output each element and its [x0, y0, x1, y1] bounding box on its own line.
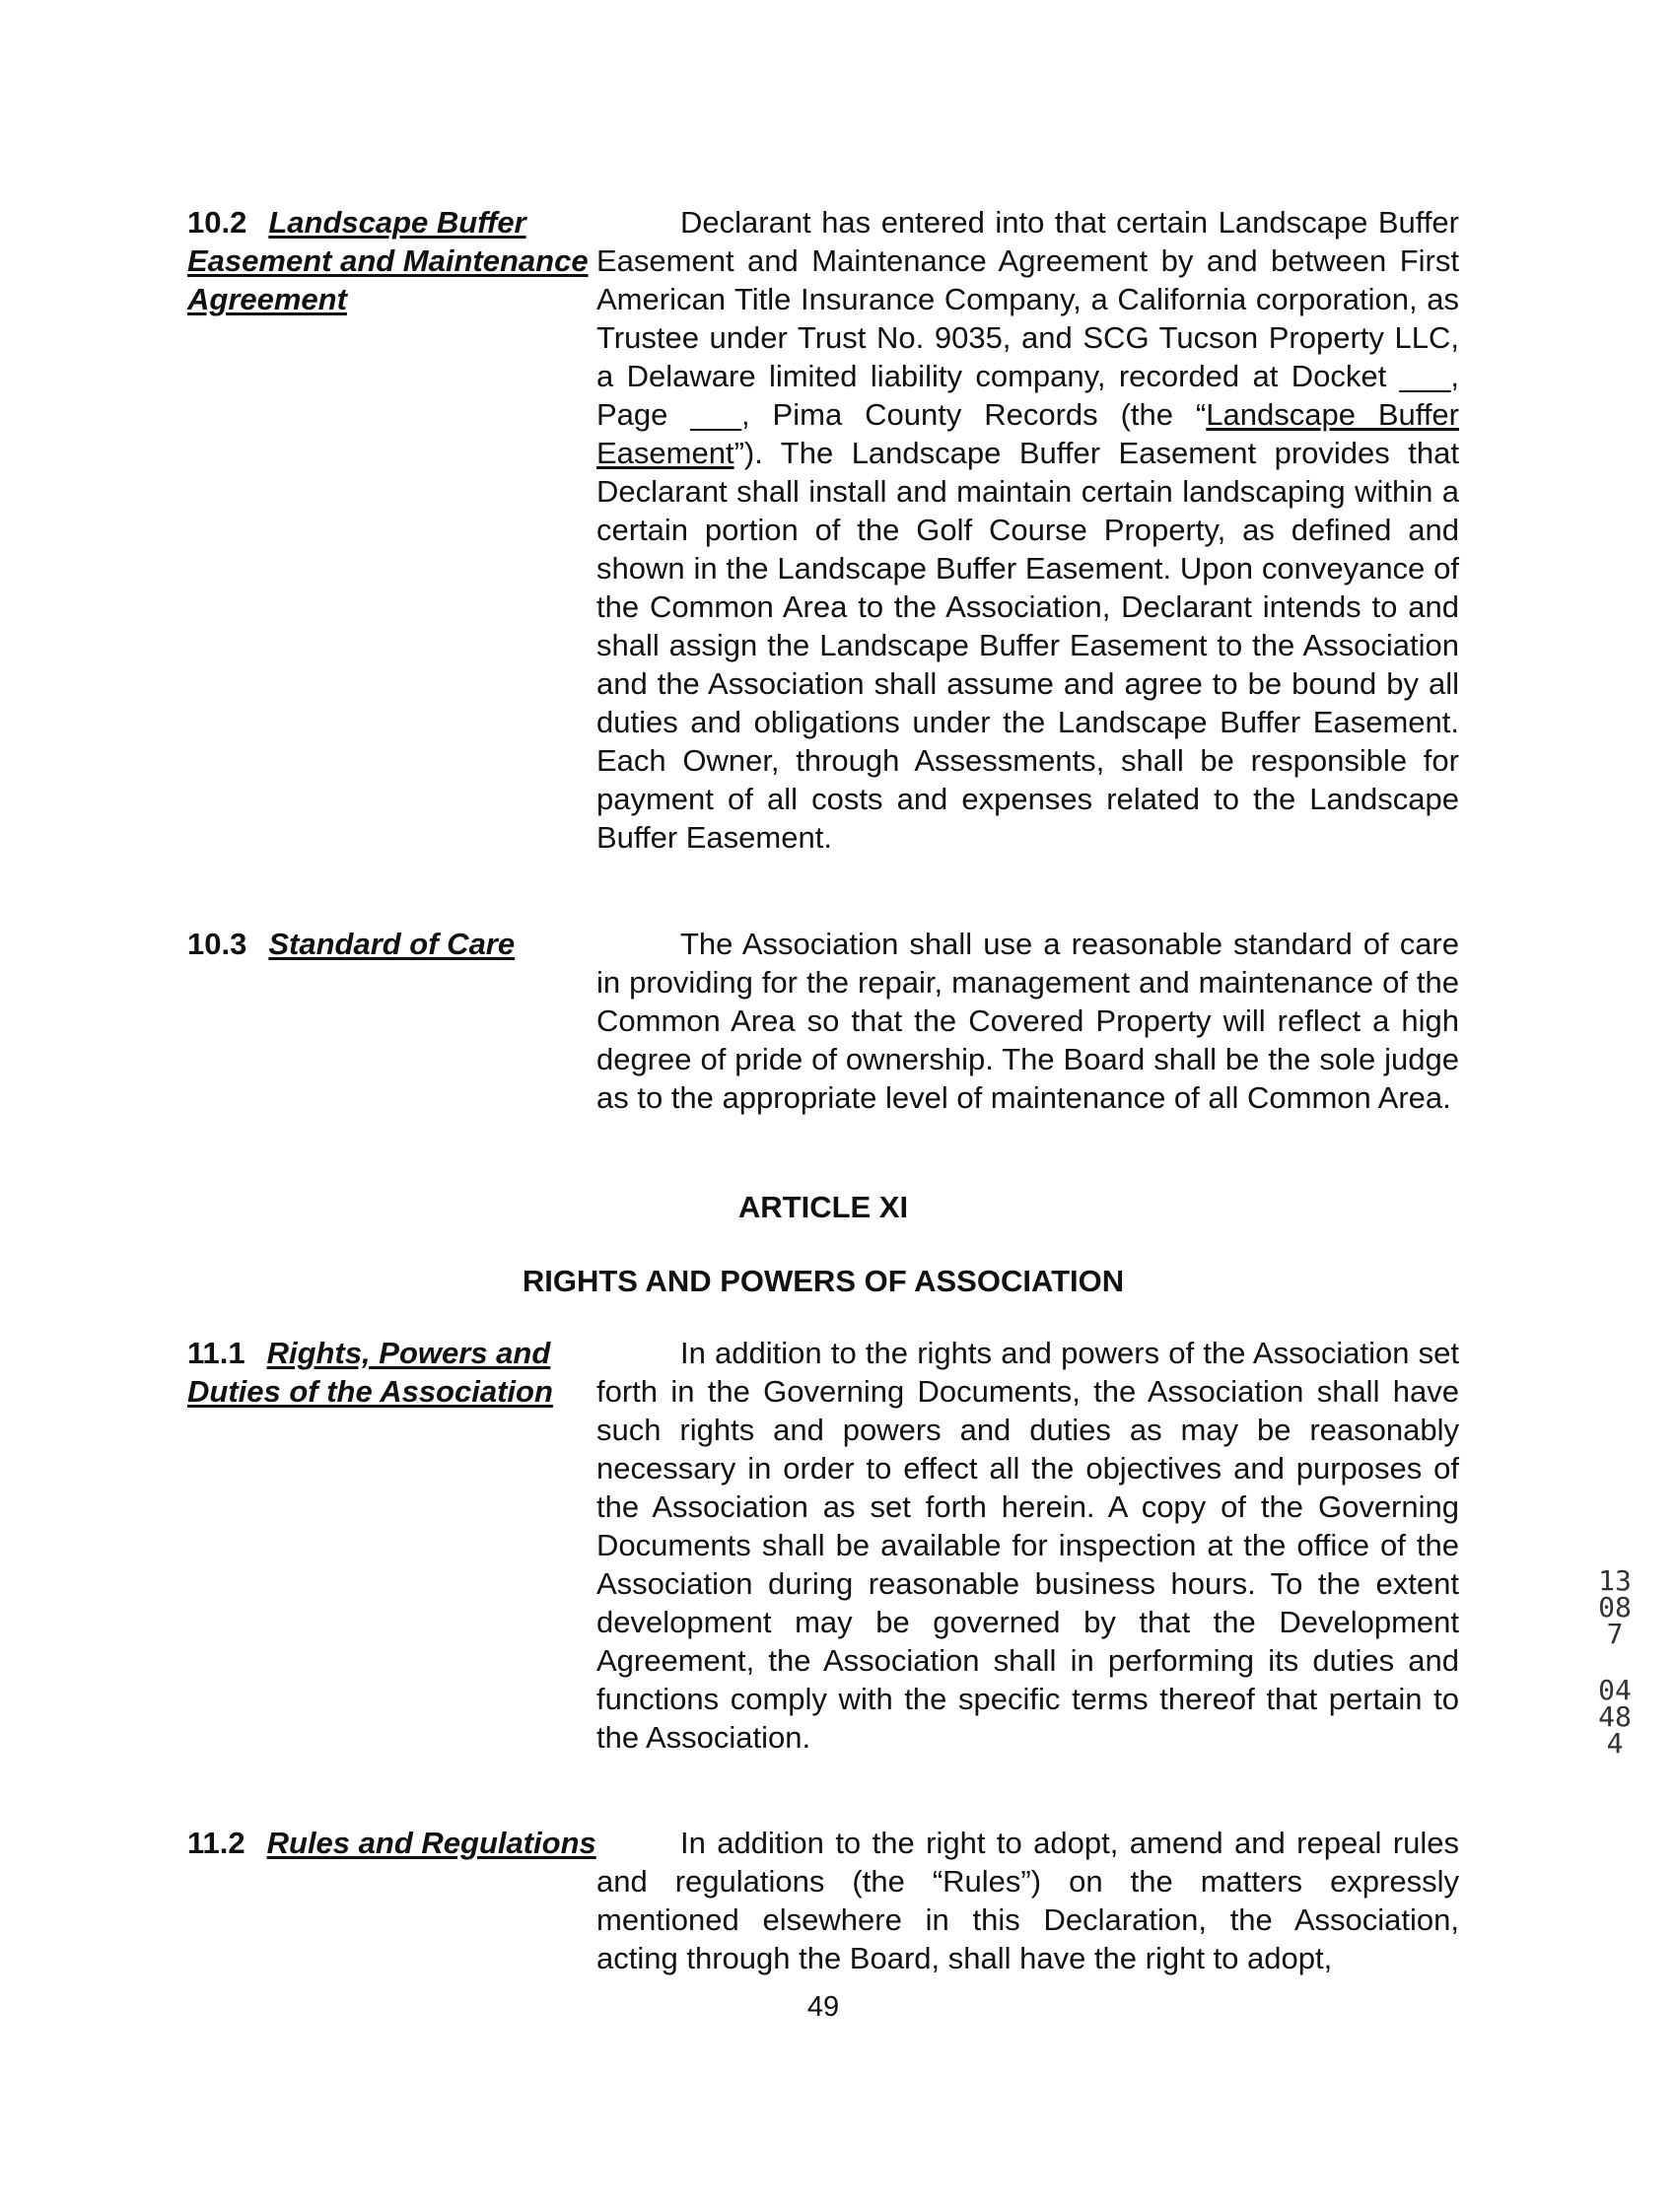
body-text: Declarant has entered into that certain Landscape Buffer Easement and Maintenance Agreement by and between First American Title Insurance Company, a California corporation, as Trustee under Trust No. 9035, and SCG Tucson Property LLC, a Delaware limited liability company, recorded at Docket ___, Page ___, Pima County Records (the “ — [596, 205, 1459, 432]
section-body — [596, 203, 1459, 857]
page-number: 49 — [806, 1991, 840, 2023]
article-title: RIGHTS AND POWERS OF ASSOCIATION — [522, 1264, 1125, 1298]
section-heading — [187, 1824, 596, 1862]
section-title: Rights, Powers and Duties of the Association — [187, 1336, 553, 1409]
section-number: 11.1 — [187, 1336, 245, 1370]
body-text: ”). The Landscape Buffer Easement provides that Declarant shall install and maintain certain landscaping within a certain portion of the Golf Course Property, as defined and shown in the Landscape Buffer Easement. Upon conveyance of the Common Area to the Association, Declarant intends to and shall assign the Landscape Buffer Easement to the Association and the Association shall assume and agree to be bound by all duties and obligations under the Landscape Buffer Easement. Each Owner, through Assessments, shall be responsible for payment of all costs and expenses related to the Landscape Buffer Easement. — [596, 436, 1459, 855]
section-title: Landscape Buffer Easement and Maintenance Agreement — [187, 205, 589, 316]
stamp-gap — [1597, 1647, 1633, 1677]
section-body: The Association shall use a reasonable standard of care in providing for the repair, management and maintenance of the Common Area so that the Covered Property will reflect a high degree of pride of ownership. The Board shall be the sole judge as to the appropriate level of maintenance of all Common Area. — [596, 927, 1459, 1115]
section-number: 11.2 — [187, 1826, 245, 1860]
article-label: ARTICLE XI — [737, 1190, 909, 1224]
section-10-2 — [187, 203, 1459, 857]
section-10-3 — [187, 925, 1459, 1117]
section-11-2 — [187, 1824, 1459, 1977]
recording-stamp — [1597, 1564, 1633, 1760]
section-11-1 — [187, 1334, 1459, 1757]
stamp-part-1: 13087 — [1598, 1564, 1632, 1650]
defined-term: Landscape Buffer Easement — [596, 397, 1459, 470]
stamp-part-2: 04484 — [1598, 1674, 1632, 1760]
section-number: 10.2 — [187, 205, 247, 240]
section-heading — [187, 203, 596, 318]
section-heading — [187, 925, 596, 963]
section-body: In addition to the right to adopt, amend and repeal rules and regulations (the “Rules”) on the matters expressly mentioned elsewhere in this Declaration, the Association, acting through the Board, shall have the right to adopt, — [596, 1826, 1459, 1975]
section-heading — [187, 1334, 596, 1411]
section-number: 10.3 — [187, 927, 247, 961]
section-title: Rules and Regulations — [266, 1826, 596, 1860]
section-title: Standard of Care — [268, 927, 516, 961]
section-body: In addition to the rights and powers of the Association set forth in the Governing Documents, the Association shall have such rights and powers and duties as may be reasonably necessary in order to effect all the objectives and purposes of the Association as set forth herein. A copy of the Governing Documents shall be available for inspection at the office of the Association during reasonable business hours. To the extent development may be governed by that the Development Agreement, the Association shall in performing its duties and functions comply with the specific terms thereof that pertain to the Association. — [596, 1336, 1459, 1755]
